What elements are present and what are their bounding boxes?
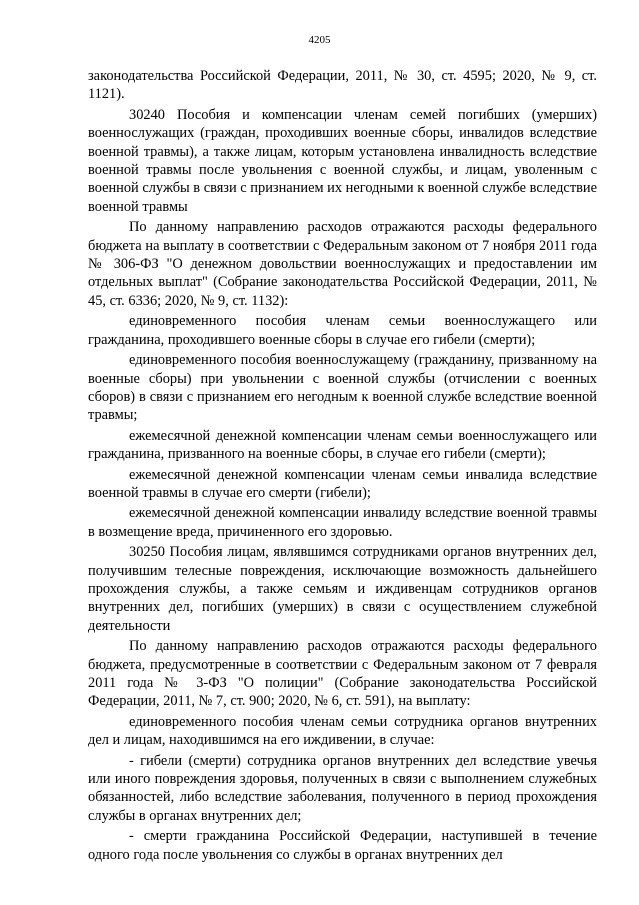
- paragraph-30250-description: По данному направлению расходов отражаются расходы федерального бюджета, предусмотренные в соответствии с Федеральным законом от 7 февраля 2011 года № 3-ФЗ "О полиции" (Собрание законодательства Российской Федерации, 2011, № 7, ст. 900; 2020, № 6, ст. 591), на выплату:: [88, 638, 597, 710]
- list-item: - смерти гражданина Российской Федерации, наступившей в течение одного года после увольнения со службы в органах внутренних дел: [88, 828, 597, 863]
- list-item: - гибели (смерти) сотрудника органов внутренних дел вследствие увечья или иного повреждения здоровья, полученных в связи с выполнением служебных обязанностей, либо вследствие заболевания, полученного в период прохождения службы в органах внутренних дел;: [88, 752, 597, 824]
- list-item: единовременного пособия военнослужащему (гражданину, призванному на военные сборы) при увольнении с военной службы (отчислении с военных сборов) в связи с признанием его негодным к военной службе вследствие военной травмы;: [88, 352, 597, 424]
- page-number: 4205: [308, 34, 331, 46]
- list-item: единовременного пособия членам семьи сотрудника органов внутренних дел и лицам, находившимся на его иждивении, в случае:: [88, 713, 597, 749]
- section-heading-30250: 30250 Пособия лицам, являвшимся сотрудниками органов внутренних дел, получившим телесные повреждения, исключающие возможность дальнейшего прохождения службы, а также семьям и иждивенцам сотрудников органов внутренних дел, погибших (умерших) в связи с осуществлением служебной деятельности: [88, 544, 597, 634]
- list-item: единовременного пособия членам семьи военнослужащего или гражданина, проходившего военные сборы в случае его гибели (смерти);: [88, 313, 597, 348]
- list-item: ежемесячной денежной компенсации членам семьи военнослужащего или гражданина, призванного на военные сборы, в случае его гибели (смерти);: [88, 427, 597, 463]
- section-heading-30240: 30240 Пособия и компенсации членам семей погибших (умерших) военнослужащих (граждан, проходивших военные сборы, инвалидов вследствие военной травмы), а также лицам, которым установлена инвалидность вследствие военной травмы после увольнения с военной службы, и лицам, уволенным с военной службы в связи с признанием их негодными к военной службе вследствие военной травмы: [88, 106, 597, 215]
- list-item: ежемесячной денежной компенсации членам семьи инвалида вследствие военной травмы в случае его смерти (гибели);: [88, 466, 597, 501]
- paragraph-continuation: законодательства Российской Федерации, 2011, № 30, ст. 4595; 2020, № 9, ст. 1121).: [88, 68, 597, 103]
- paragraph-30240-description: По данному направлению расходов отражаются расходы федерального бюджета на выплату в соответствии с Федеральным законом от 7 ноября 2011 года № 306-ФЗ "О денежном довольствии военнослужащих и предоставлении им отдельных выплат" (Собрание законодательства Российской Федерации, 2011, № 45, ст. 6336; 2020, № 9, ст. 1132):: [88, 219, 597, 309]
- list-item: ежемесячной денежной компенсации инвалиду вследствие военной травмы в возмещение вреда, причиненного его здоровью.: [88, 505, 597, 540]
- document-body: [88, 67, 597, 864]
